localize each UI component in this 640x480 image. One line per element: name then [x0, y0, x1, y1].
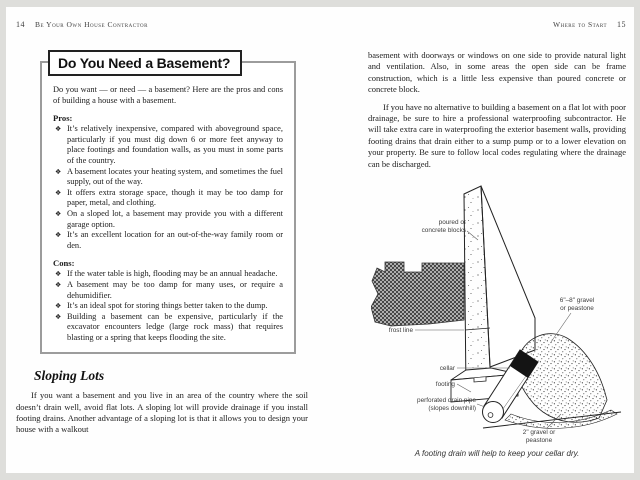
drain-pipe-hole [488, 413, 493, 418]
pros-item-text: A basement locates your heating system, and sometimes the fuel supply, out of the way. [67, 166, 283, 187]
label-gravel-top-2: or peastone [560, 305, 594, 313]
cons-list-item [53, 269, 283, 280]
cons-list-item [53, 280, 283, 301]
cons-list-item [53, 312, 283, 344]
page-number-left: 14 [16, 20, 25, 29]
running-head-title-left: Be Your Own House Contractor [35, 20, 148, 29]
label-poured-or: poured or [438, 219, 466, 227]
page-right [368, 20, 626, 458]
label-frost-line: frost line [388, 327, 413, 335]
pros-item-text: It’s an excellent location for an out-of-the-way family room or den. [67, 230, 283, 250]
page-number-right: 15 [617, 20, 626, 29]
footing-drain-diagram [371, 184, 623, 446]
body-paragraph-1: basement with doorways or windows on one side to provide natural light and ventilation. Also, in some areas the open side can be frame construction, which is a little less expensive than poured concrete or concrete block. [368, 50, 626, 95]
gravel-mound [515, 334, 607, 423]
pros-list-item [53, 188, 283, 209]
pros-list-item [53, 167, 283, 188]
basement-sidebar-box [40, 55, 296, 354]
diamond-bullet-icon: ❖ [55, 209, 62, 218]
diamond-bullet-icon: ❖ [55, 188, 62, 197]
label-concrete-blocks: concrete blocks [421, 227, 466, 235]
earth-crosshatch [371, 262, 464, 326]
cons-item-text: It’s an ideal spot for storing things better taken to the dump. [67, 301, 268, 311]
running-head-right [368, 20, 626, 29]
figure-caption: A footing drain will help to keep your cellar dry. [414, 449, 580, 459]
body-paragraph-2: If you have no alternative to building a basement on a flat lot with poor drainage, be sure to hire a professional waterproofing subcontractor. He will take extra care in waterproofing the exterior basement walls, providing footing drains that drain either to a sump pump or to a lower elevation on your property. Be sure to follow local codes regulating where the drainage can be discharged. [368, 101, 626, 169]
cons-list-item [53, 301, 283, 312]
book-spread [6, 7, 634, 473]
pros-list [53, 124, 283, 251]
pros-list-item [53, 230, 283, 251]
diamond-bullet-icon: ❖ [55, 302, 62, 311]
pros-list-item [53, 124, 283, 166]
sidebar-box-title: Do You Need a Basement? [48, 50, 242, 76]
sloping-lots-paragraph: If you want a basement and you live in an area of the country where the soil doesn’t drain well, avoid flat lots. A sloping lot will provide drainage if you install footing drains. Another advantage of a sloping lot is that it allows you to design your house with a walkout [16, 390, 308, 435]
label-pipe-2: (slopes downhill) [428, 405, 476, 413]
cons-label: Cons: [53, 258, 75, 269]
section-heading-sloping-lots: Sloping Lots [34, 368, 105, 384]
pros-item-text: It’s relatively inexpensive, compared with aboveground space, particularly if you must dig down 6 or more feet anyway to place footings and foundation walls, as you must in some parts of the country. [67, 124, 283, 165]
pros-item-text: On a sloped lot, a basement may provide you with a different garage option. [67, 208, 283, 229]
cons-item-text: If the water table is high, flooding may be an annual headache. [67, 269, 278, 279]
sidebar-intro: Do you want — or need — a basement? Here are the pros and cons of building a house with a basement. [53, 85, 283, 105]
diamond-bullet-icon: ❖ [55, 125, 62, 134]
diamond-bullet-icon: ❖ [55, 231, 62, 240]
label-cellar: cellar [439, 365, 455, 373]
drain-pipe-end-cap [483, 402, 504, 423]
running-head-title-right: Where to Start [553, 20, 607, 29]
pros-label: Pros: [53, 113, 73, 124]
footing-drain-figure [368, 184, 626, 458]
diamond-bullet-icon: ❖ [55, 312, 62, 321]
cons-item-text: Building a basement can be expensive, particularly if the excavator encounters ledge (large rock mass) that requires blasting or a spring that keeps flooding the site. [67, 311, 283, 342]
diamond-bullet-icon: ❖ [55, 167, 62, 176]
running-head-left [16, 20, 308, 29]
cons-list [53, 269, 283, 343]
label-gravel-bottom-1: 2" gravel or [522, 429, 556, 437]
label-footing: footing [435, 381, 455, 389]
diamond-bullet-icon: ❖ [55, 280, 62, 289]
label-gravel-bottom-2: peastone [525, 437, 553, 445]
label-gravel-top-1: 6"–8" gravel [559, 297, 595, 305]
cons-item-text: A basement may be too damp for many uses, or require a dehumidifier. [67, 279, 283, 300]
diamond-bullet-icon: ❖ [55, 270, 62, 279]
label-pipe-1: perforated drain pipe [417, 397, 476, 405]
pros-list-item [53, 209, 283, 230]
page-left [16, 20, 308, 435]
pros-item-text: It offers extra storage space, though it may be too damp for paper, metal, and clothing. [67, 187, 283, 208]
